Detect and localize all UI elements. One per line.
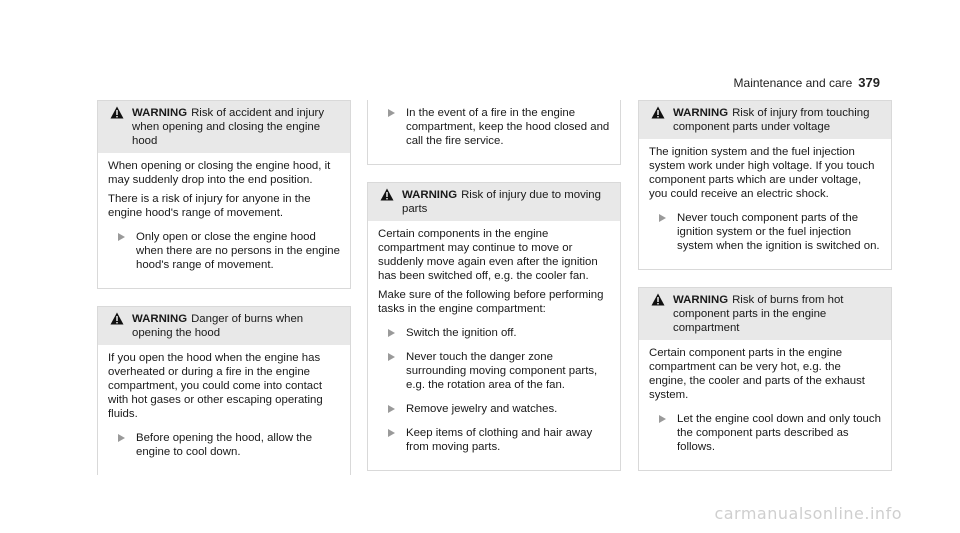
step-text: Switch the ignition off. xyxy=(406,327,517,339)
column-1 xyxy=(97,100,351,492)
warning-header xyxy=(98,307,350,345)
arrow-bullet-icon xyxy=(388,429,395,437)
step-text: Never touch component parts of the ignition system or the fuel injection system when the ignition is switched on. xyxy=(677,212,880,252)
warning-body xyxy=(639,139,891,269)
page-header xyxy=(734,75,880,90)
step-text: Remove jewelry and watches. xyxy=(406,403,558,415)
warning-triangle-icon xyxy=(380,188,394,201)
warning-header xyxy=(639,288,891,340)
warning-text: Certain components in the engine compartment may continue to move or suddenly move again even after the ignition has been switched off, e.g. the cooler fan. xyxy=(378,228,598,282)
step-text: Keep items of clothing and hair away from moving parts. xyxy=(406,427,593,453)
warning-body xyxy=(368,100,620,164)
instruction-step xyxy=(378,350,610,392)
arrow-bullet-icon xyxy=(118,233,125,241)
warning-triangle-icon xyxy=(651,293,665,306)
warning-text: The ignition system and the fuel injection system work under high voltage. If you touch component parts which are under voltage, you could receive an electric shock. xyxy=(649,146,875,200)
warning-box-hood-burns xyxy=(97,306,351,475)
step-text: Only open or close the engine hood when there are no persons in the engine hood's range of movement. xyxy=(136,231,340,271)
arrow-bullet-icon xyxy=(388,329,395,337)
warning-label: WARNING xyxy=(132,107,188,119)
warning-label: WARNING xyxy=(673,107,729,119)
warning-title: Risk of burns from hot component parts in the engine compartment xyxy=(673,294,844,334)
warning-header xyxy=(368,183,620,221)
step-text: Never touch the danger zone surrounding moving component parts, e.g. the rotation area of the fan. xyxy=(406,351,598,391)
instruction-step xyxy=(378,326,610,340)
step-text: Before opening the hood, allow the engine to cool down. xyxy=(136,432,313,458)
column-2 xyxy=(367,100,621,488)
warning-label: WARNING xyxy=(132,313,188,325)
warning-body xyxy=(98,153,350,288)
instruction-step xyxy=(378,106,610,148)
instruction-step xyxy=(378,426,610,454)
arrow-bullet-icon xyxy=(388,353,395,361)
arrow-bullet-icon xyxy=(659,415,666,423)
warning-title: Risk of injury due to moving parts xyxy=(402,189,601,215)
column-3 xyxy=(638,100,892,488)
warning-box-moving-parts xyxy=(367,182,621,471)
instruction-step xyxy=(378,402,610,416)
warning-label: WARNING xyxy=(673,294,729,306)
warning-body xyxy=(639,340,891,470)
arrow-bullet-icon xyxy=(659,214,666,222)
warning-box-continued xyxy=(367,100,621,165)
warning-text: Make sure of the following before performing tasks in the engine compartment: xyxy=(378,289,604,315)
arrow-bullet-icon xyxy=(388,405,395,413)
warning-box-hot-parts xyxy=(638,287,892,471)
warning-body xyxy=(368,221,620,470)
warning-text: There is a risk of injury for anyone in the engine hood's range of movement. xyxy=(108,193,311,219)
warning-triangle-icon xyxy=(110,312,124,325)
warning-title: Risk of injury from touching component parts under voltage xyxy=(673,107,870,133)
warning-text: Certain component parts in the engine compartment can be very hot, e.g. the engine, the cooler and parts of the exhaust system. xyxy=(649,347,865,401)
instruction-step xyxy=(108,230,340,272)
warning-text: When opening or closing the engine hood, it may suddenly drop into the end position. xyxy=(108,160,331,186)
warning-triangle-icon xyxy=(110,106,124,119)
warning-title: Risk of accident and injury when opening and closing the engine hood xyxy=(132,107,325,147)
step-text: In the event of a fire in the engine compartment, keep the hood closed and call the fire service. xyxy=(406,107,610,147)
warning-header xyxy=(639,101,891,139)
warning-header xyxy=(98,101,350,153)
section-title: Maintenance and care xyxy=(733,76,853,90)
arrow-bullet-icon xyxy=(118,434,125,442)
warning-triangle-icon xyxy=(651,106,665,119)
page-number: 379 xyxy=(858,75,880,90)
instruction-step xyxy=(108,431,340,459)
instruction-step xyxy=(649,211,881,253)
warning-label: WARNING xyxy=(402,189,458,201)
instruction-step xyxy=(649,412,881,454)
warning-title: Danger of burns when opening the hood xyxy=(132,313,304,339)
warning-box-hood-accident xyxy=(97,100,351,289)
arrow-bullet-icon xyxy=(388,109,395,117)
watermark: carmanualsonline.info xyxy=(714,504,902,523)
step-text: Let the engine cool down and only touch the component parts described as follows. xyxy=(677,413,881,453)
warning-box-voltage xyxy=(638,100,892,270)
warning-body xyxy=(98,345,350,475)
warning-text: If you open the hood when the engine has overheated or during a fire in the engine compartment, you could come into contact with hot gases or other escaping operating fluids. xyxy=(108,352,323,420)
